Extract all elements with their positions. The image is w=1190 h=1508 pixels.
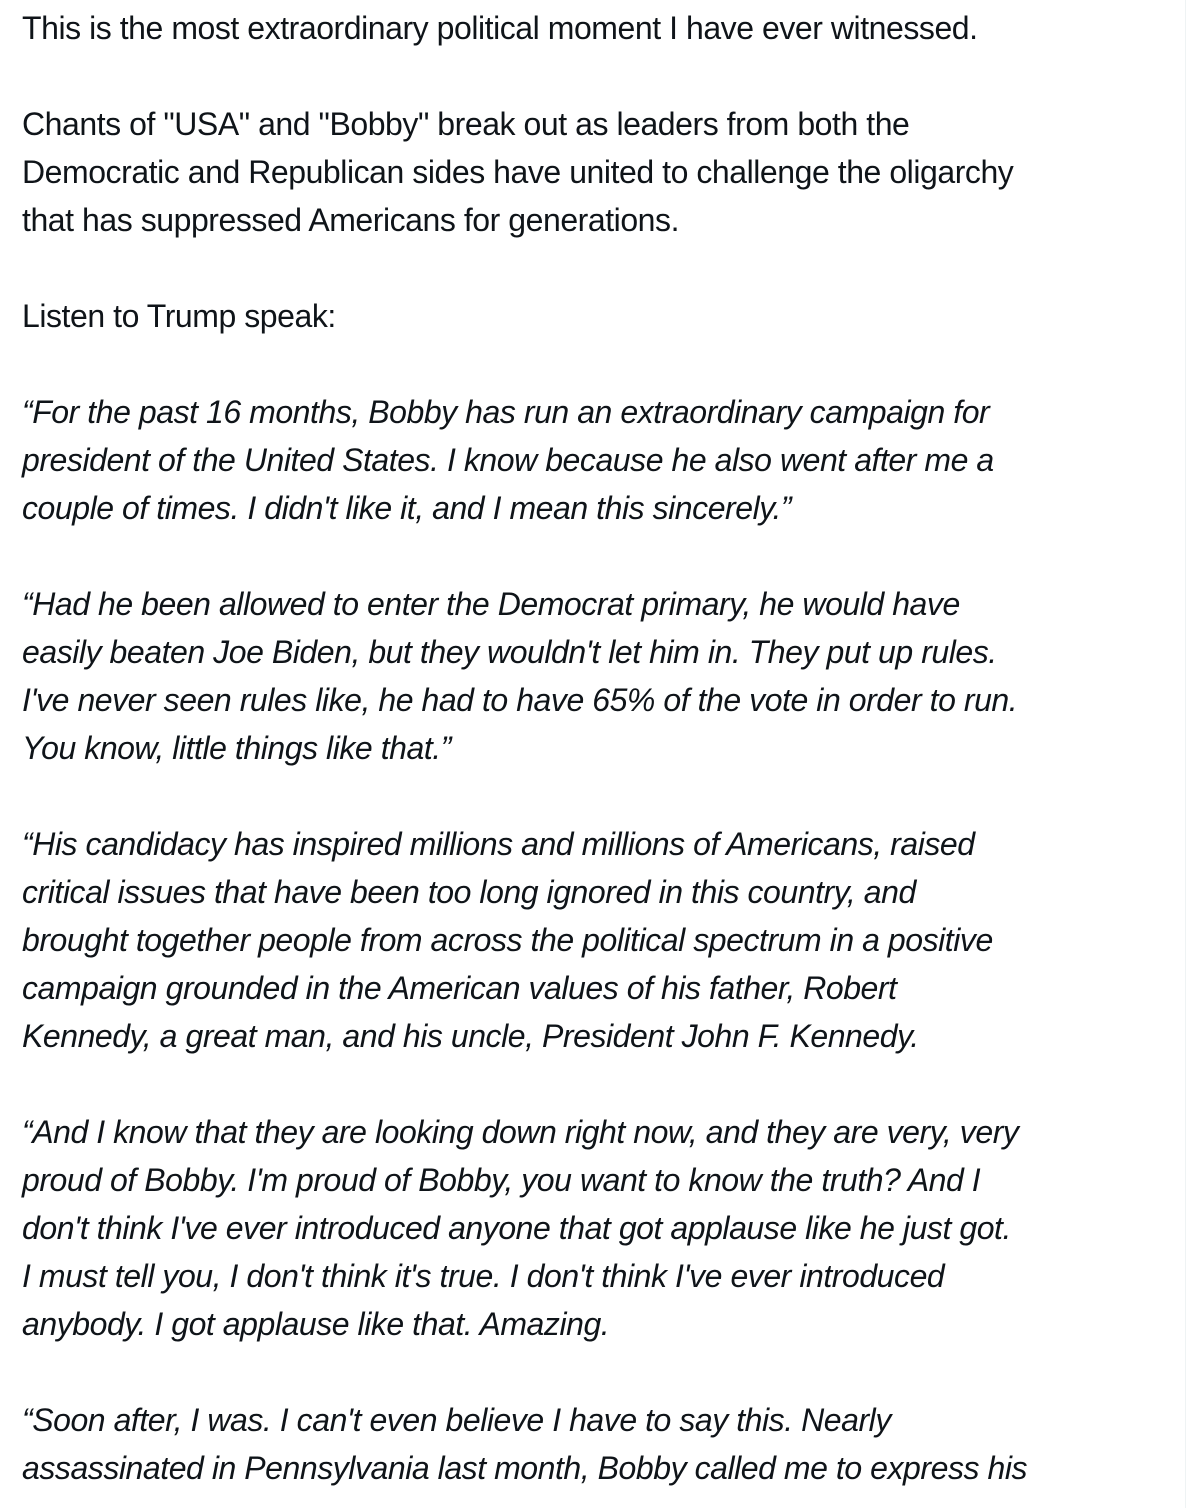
intro-line: This is the most extraordinary political moment I have ever witnessed. bbox=[22, 10, 978, 46]
context-paragraph bbox=[22, 100, 1190, 244]
context-line-1: Chants of "USA" and "Bobby" break out as leaders from both the bbox=[22, 106, 910, 142]
column-divider bbox=[1185, 0, 1186, 1508]
listen-paragraph bbox=[22, 292, 1190, 340]
quote-paragraph-3 bbox=[22, 820, 1190, 1060]
listen-line: Listen to Trump speak: bbox=[22, 298, 336, 334]
quote1-line-1: “For the past 16 months, Bobby has run an extraordinary campaign for bbox=[22, 394, 990, 430]
quote1-line-3: couple of times. I didn't like it, and I mean this sincerely.” bbox=[22, 490, 792, 526]
paragraph-gap bbox=[22, 1348, 1190, 1396]
quote2-line-1: “Had he been allowed to enter the Democrat primary, he would have bbox=[22, 586, 960, 622]
quote5-line-2: assassinated in Pennsylvania last month, Bobby called me to express his bbox=[22, 1450, 1028, 1486]
quote4-line-4: I must tell you, I don't think it's true. I don't think I've ever introduced bbox=[22, 1258, 945, 1294]
paragraph-gap bbox=[22, 340, 1190, 388]
quote3-line-3: brought together people from across the political spectrum in a positive bbox=[22, 922, 993, 958]
quote1-line-2: president of the United States. I know because he also went after me a bbox=[22, 442, 994, 478]
paragraph-gap bbox=[22, 532, 1190, 580]
intro-paragraph bbox=[22, 4, 1190, 52]
quote5-line-1: “Soon after, I was. I can't even believe I have to say this. Nearly bbox=[22, 1402, 891, 1438]
paragraph-gap bbox=[22, 52, 1190, 100]
quote-paragraph-2 bbox=[22, 580, 1190, 772]
context-line-2: Democratic and Republican sides have united to challenge the oligarchy bbox=[22, 154, 1014, 190]
quote3-line-4: campaign grounded in the American values of his father, Robert bbox=[22, 970, 897, 1006]
paragraph-gap bbox=[22, 244, 1190, 292]
quote-paragraph-5 bbox=[22, 1396, 1190, 1492]
paragraph-gap bbox=[22, 772, 1190, 820]
quote4-line-3: don't think I've ever introduced anyone that got applause like he just got. bbox=[22, 1210, 1011, 1246]
quote4-line-5: anybody. I got applause like that. Amazing. bbox=[22, 1306, 610, 1342]
quote3-line-5: Kennedy, a great man, and his uncle, President John F. Kennedy. bbox=[22, 1018, 919, 1054]
paragraph-gap bbox=[22, 1060, 1190, 1108]
quote3-line-1: “His candidacy has inspired millions and millions of Americans, raised bbox=[22, 826, 975, 862]
quote-paragraph-1 bbox=[22, 388, 1190, 532]
quote2-line-4: You know, little things like that.” bbox=[22, 730, 451, 766]
quote3-line-2: critical issues that have been too long ignored in this country, and bbox=[22, 874, 916, 910]
quote2-line-2: easily beaten Joe Biden, but they wouldn't let him in. They put up rules. bbox=[22, 634, 997, 670]
quote4-line-1: “And I know that they are looking down right now, and they are very, very bbox=[22, 1114, 1019, 1150]
context-line-3: that has suppressed Americans for generations. bbox=[22, 202, 680, 238]
quote2-line-3: I've never seen rules like, he had to have 65% of the vote in order to run. bbox=[22, 682, 1018, 718]
quote4-line-2: proud of Bobby. I'm proud of Bobby, you want to know the truth? And I bbox=[22, 1162, 981, 1198]
quote-paragraph-4 bbox=[22, 1108, 1190, 1348]
